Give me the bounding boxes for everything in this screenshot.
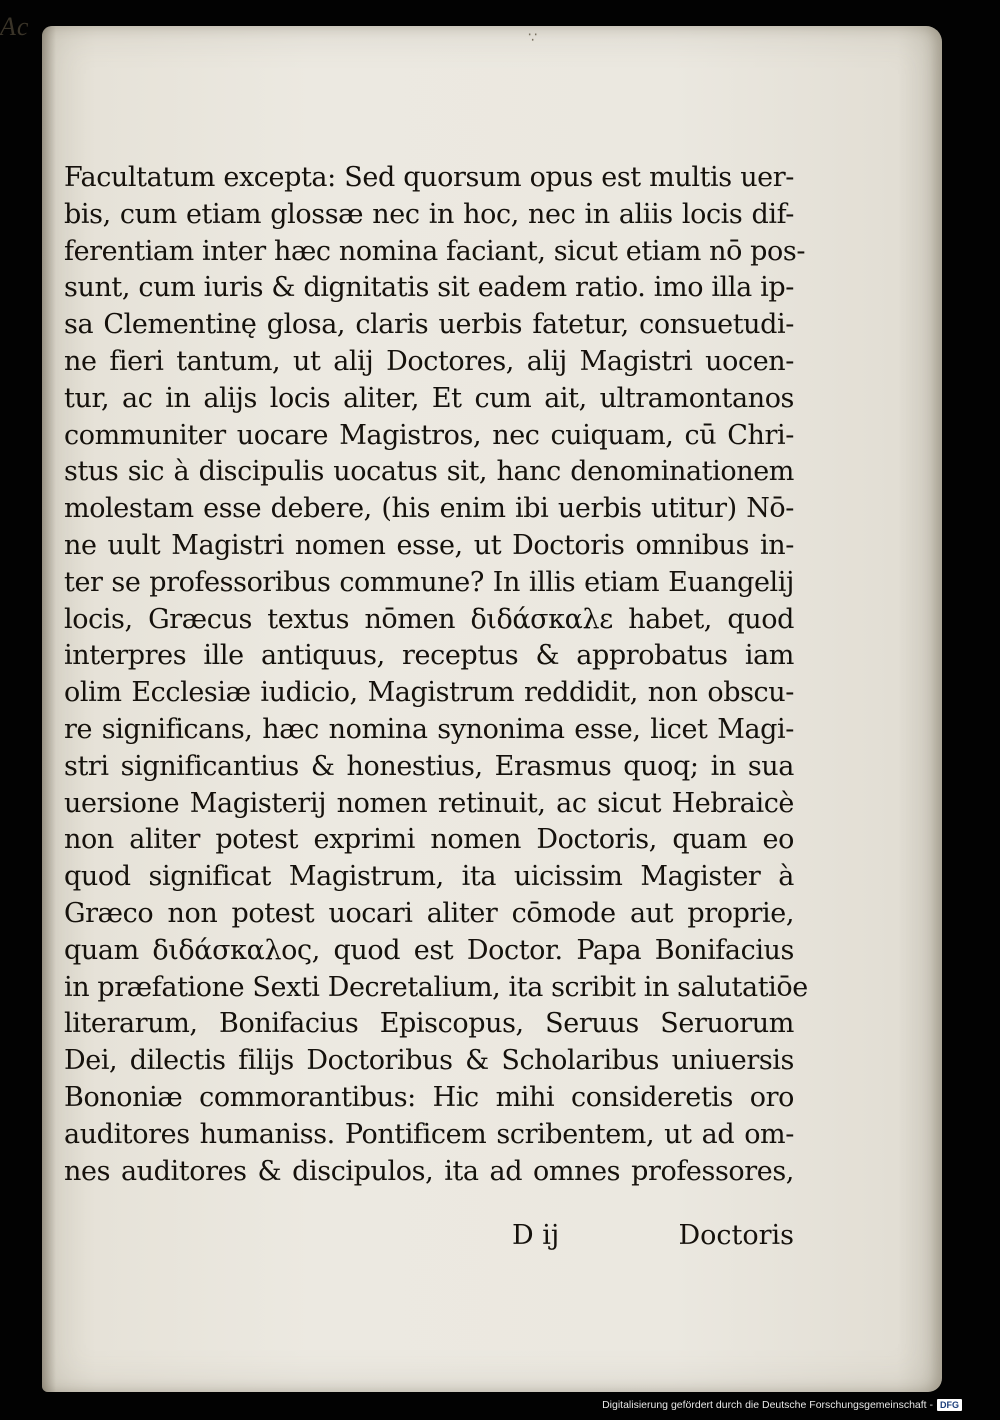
body-text xyxy=(64,160,808,1190)
text-line: Bononiæ commorantibus: Hic mihi consideretis oro xyxy=(64,1081,794,1113)
text-line: non aliter potest exprimi nomen Doctoris, quam eo xyxy=(64,824,794,856)
text-line: tur, ac in alijs locis aliter, Et cum ait, ultramontanos xyxy=(64,382,794,414)
text-line: quam διδάσκαλος, quod est Doctor. Papa Bonifacius xyxy=(64,934,794,966)
dfg-logo: DFG xyxy=(937,1399,962,1411)
text-line: locis, Græcus textus nōmen διδάσκαλε habet, quod xyxy=(64,603,794,635)
digitization-credit xyxy=(602,1399,962,1411)
catchword: Doctoris xyxy=(678,1220,794,1251)
text-line: stri significantius & honestius, Erasmus quoq; in sua xyxy=(64,750,794,782)
text-line: quod significat Magistrum, ita uicissim Magister à xyxy=(64,861,794,893)
text-line: ne fieri tantum, ut alij Doctores, alij Magistri uocen- xyxy=(64,345,794,377)
text-line: interpres ille antiquus, receptus & approbatus iam xyxy=(64,640,794,672)
text-line: Facultatum excepta: Sed quorsum opus est multis uer- xyxy=(64,162,794,193)
text-line: sunt, cum iuris & dignitatis sit eadem ratio. imo illa ip- xyxy=(64,272,794,304)
page-footer xyxy=(64,1220,794,1256)
text-line: molestam esse debere, (his enim ibi uerbis utitur) Nō- xyxy=(64,493,794,525)
text-line: uersione Magisterij nomen retinuit, ac sicut Hebraicè xyxy=(64,787,794,819)
text-line: stus sic à discipulis uocatus sit, hanc denominationem xyxy=(64,456,794,488)
signature-mark: D ij xyxy=(512,1220,560,1251)
text-line: communiter uocare Magistros, nec cuiquam, cū Chri- xyxy=(64,419,794,451)
text-line: nes auditores & discipulos, ita ad omnes professores, xyxy=(64,1155,794,1187)
text-line: ne uult Magistri nomen esse, ut Doctoris omnibus in- xyxy=(64,529,794,561)
credit-text: Digitalisierung gefördert durch die Deutsche Forschungsgemeinschaft - xyxy=(602,1399,933,1411)
text-line: bis, cum etiam glossæ nec in hoc, nec in aliis locis dif- xyxy=(64,198,794,230)
text-line: literarum, Bonifacius Episcopus, Seruus Seruorum xyxy=(64,1008,794,1040)
text-line: auditores humaniss. Pontificem scribentem, ut ad om- xyxy=(64,1118,794,1150)
text-line: ter se professoribus commune? In illis etiam Euangelij xyxy=(64,566,794,598)
book-page xyxy=(42,26,942,1392)
text-line: Græco non potest uocari aliter cōmode aut proprie, xyxy=(64,897,794,929)
text-line: ferentiam inter hæc nomina faciant, sicut etiam nō pos- xyxy=(64,235,806,267)
text-line: olim Ecclesiæ iudicio, Magistrum reddidit, non obscu- xyxy=(64,677,794,709)
text-line: in præfatione Sexti Decretalium, ita scribit in salutatiōe xyxy=(64,971,808,1003)
page-speck: ∵ xyxy=(528,30,537,46)
adjacent-page-fragment: Ac xyxy=(0,12,30,41)
text-line: sa Clementinę glosa, claris uerbis fatetur, consuetudi- xyxy=(64,309,794,341)
text-line: Dei, dilectis filijs Doctoribus & Scholaribus uniuersis xyxy=(64,1045,794,1077)
text-line: re significans, hæc nomina synonima esse, licet Magi- xyxy=(64,713,794,745)
